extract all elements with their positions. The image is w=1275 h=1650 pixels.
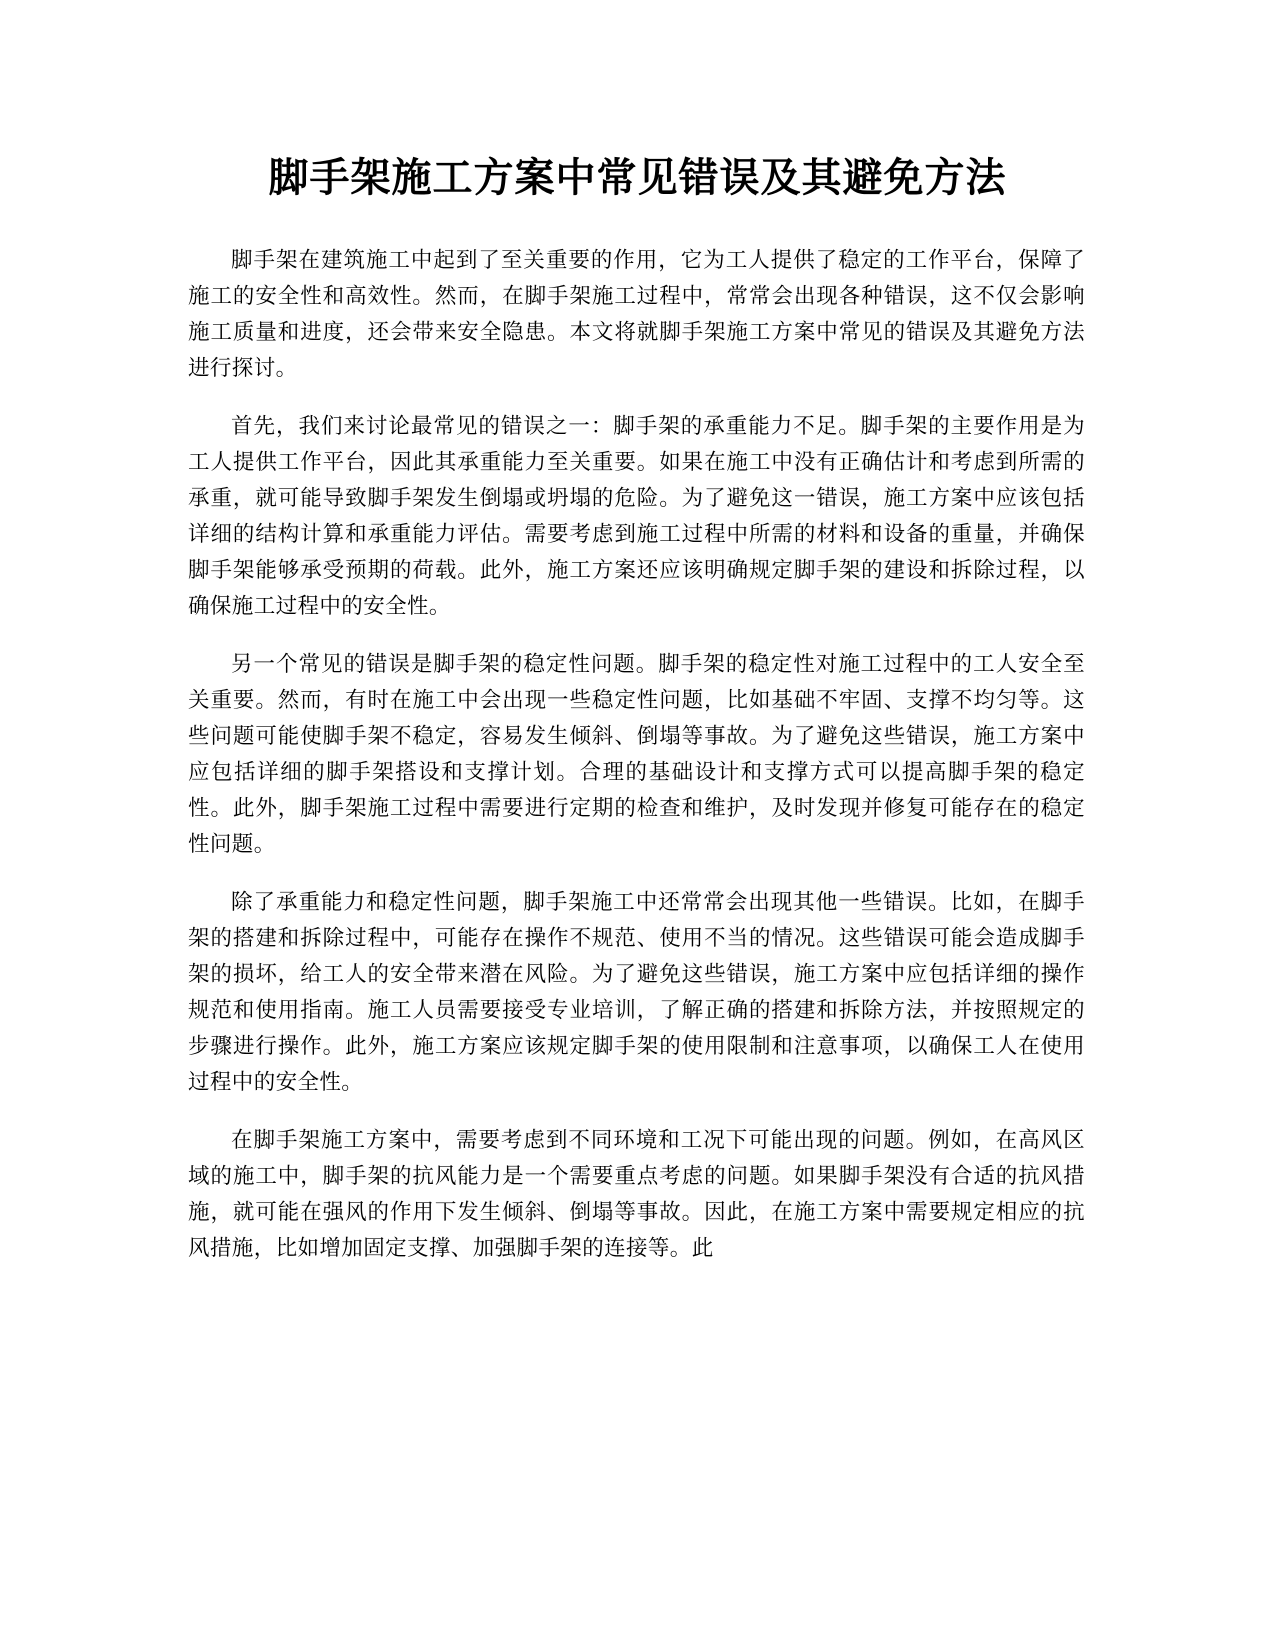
- document-title: 脚手架施工方案中常见错误及其避免方法: [268, 155, 1007, 201]
- paragraph-other-errors: 除了承重能力和稳定性问题，脚手架施工中还常常会出现其他一些错误。比如，在脚手架的搭建和拆除过程中，可能存在操作不规范、使用不当的情况。这些错误可能会造成脚手架的损坏，给工人的安全带来潜在风险。为了避免这些错误，施工方案中应包括详细的操作规范和使用指南。施工人员需要接受专业培训，了解正确的搭建和拆除方法，并按照规定的步骤进行操作。此外，施工方案应该规定脚手架的使用限制和注意事项，以确保工人在使用过程中的安全性。: [188, 890, 1085, 1095]
- paragraph-load-capacity: 首先，我们来讨论最常见的错误之一：脚手架的承重能力不足。脚手架的主要作用是为工人提供工作平台，因此其承重能力至关重要。如果在施工中没有正确估计和考虑到所需的承重，就可能导致脚手架发生倒塌或坍塌的危险。为了避免这一错误，施工方案中应该包括详细的结构计算和承重能力评估。需要考虑到施工过程中所需的材料和设备的重量，并确保脚手架能够承受预期的荷载。此外，施工方案还应该明确规定脚手架的建设和拆除过程，以确保施工过程中的安全性。: [188, 414, 1085, 619]
- document-body: [188, 243, 1085, 1289]
- paragraph-environment: 在脚手架施工方案中，需要考虑到不同环境和工况下可能出现的问题。例如，在高风区域的施工中，脚手架的抗风能力是一个需要重点考虑的问题。如果脚手架没有合适的抗风措施，就可能在强风的作用下发生倾斜、倒塌等事故。因此，在施工方案中需要规定相应的抗风措施，比如增加固定支撑、加强脚手架的连接等。此: [188, 1128, 1085, 1261]
- paragraph-intro: 脚手架在建筑施工中起到了至关重要的作用，它为工人提供了稳定的工作平台，保障了施工的安全性和高效性。然而，在脚手架施工过程中，常常会出现各种错误，这不仅会影响施工质量和进度，还会带来安全隐患。本文将就脚手架施工方案中常见的错误及其避免方法进行探讨。: [188, 248, 1085, 381]
- paragraph-stability: 另一个常见的错误是脚手架的稳定性问题。脚手架的稳定性对施工过程中的工人安全至关重要。然而，有时在施工中会出现一些稳定性问题，比如基础不牢固、支撑不均匀等。这些问题可能使脚手架不稳定，容易发生倾斜、倒塌等事故。为了避免这些错误，施工方案中应包括详细的脚手架搭设和支撑计划。合理的基础设计和支撑方式可以提高脚手架的稳定性。此外，脚手架施工过程中需要进行定期的检查和维护，及时发现并修复可能存在的稳定性问题。: [188, 652, 1085, 857]
